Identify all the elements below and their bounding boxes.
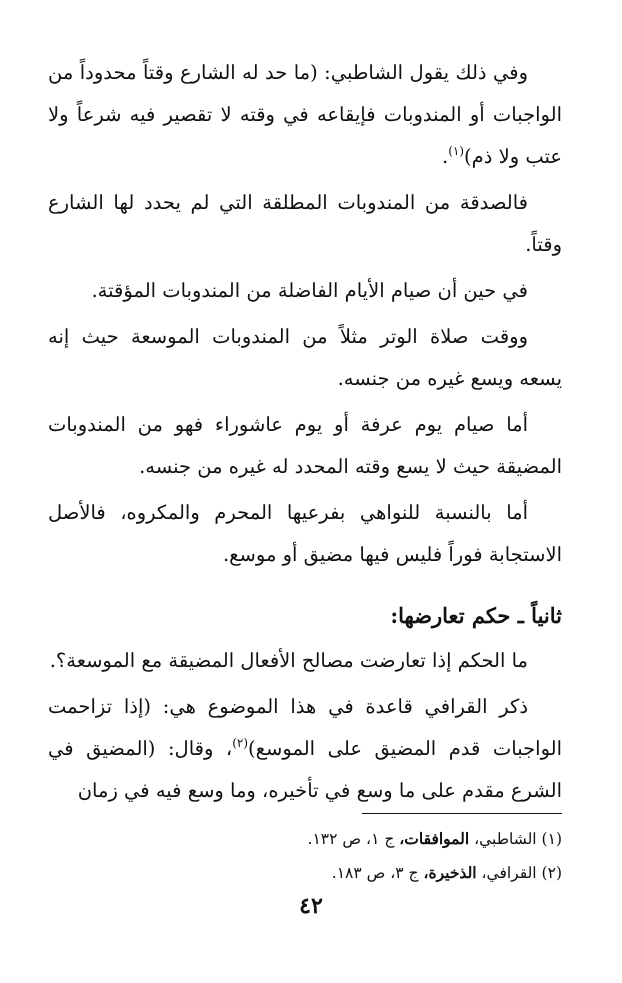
- paragraph-question: ما الحكم إذا تعارضت مصالح الأفعال المضيقة مع الموسعة؟.: [49, 649, 528, 672]
- qarafi-rule-continued: ، وقال: (المضيق في الشرع مقدم على ما وسع في تأخيره، وما وسع فيه في زمان: [48, 737, 562, 802]
- paragraph-arafa-ashura: أما صيام يوم عرفة أو يوم عاشوراء فهو من المندوبات المضيقة حيث لا يسع وقته المحدد له غيره من جنسه.: [48, 413, 562, 478]
- footnote-marker: (١): [541, 830, 562, 848]
- footnote-2: [60, 856, 562, 890]
- paragraph-shatibi-quote: [48, 52, 562, 178]
- footnote-ref-1[interactable]: (١): [448, 144, 465, 158]
- paragraph-qarafi-rule: [48, 686, 562, 812]
- footnote-work-title: الموافقات،: [399, 829, 470, 848]
- footnote-work-title: الذخيرة،: [423, 863, 477, 882]
- footnote-details: ج ٣، ص ١٨٣.: [331, 864, 419, 882]
- qarafi-rule-text: ذكر القرافي قاعدة في هذا الموضوع هي: (إذا تزاحمت الواجبات قدم المضيق على الموسع): [48, 695, 562, 760]
- paragraph-prohibitions: أما بالنسبة للنواهي بفرعيها المحرم والمكروه، فالأصل الاستجابة فوراً فليس فيها مضيق أو موسع.: [48, 501, 562, 566]
- page-number: ٤٢: [299, 893, 323, 919]
- paragraph-witr-prayer: ووقت صلاة الوتر مثلاً من المندوبات الموسعة حيث إنه يسعه ويسع غيره من جنسه.: [48, 325, 562, 390]
- footnote-1: [60, 822, 562, 856]
- paragraph-fasting-virtuous-days: في حين أن صيام الأيام الفاضلة من المندوبات المؤقتة.: [91, 279, 528, 302]
- section-heading: ثانياً ـ حكم تعارضها:: [390, 603, 562, 628]
- main-text: [48, 52, 562, 816]
- footnote-ref-2[interactable]: (٢): [232, 736, 249, 750]
- footnote-author: القرافي،: [481, 864, 537, 882]
- footnote-divider: [362, 813, 562, 814]
- paragraph-sadaqa: فالصدقة من المندوبات المطلقة التي لم يحدد لها الشارع وقتاً.: [48, 191, 562, 256]
- footnote-author: الشاطبي،: [474, 830, 537, 848]
- footnote-marker: (٢): [541, 864, 562, 882]
- shatibi-quote-end: .: [442, 145, 449, 168]
- footnotes: [60, 822, 562, 890]
- shatibi-quote-text: وفي ذلك يقول الشاطبي: (ما حد له الشارع وقتاً محدوداً من الواجبات أو المندوبات فإيقاعه في وقته لا تقصير فيه شرعاً ولا عتب ولا ذم): [48, 61, 562, 168]
- footnote-details: ج ١، ص ١٣٢.: [307, 830, 395, 848]
